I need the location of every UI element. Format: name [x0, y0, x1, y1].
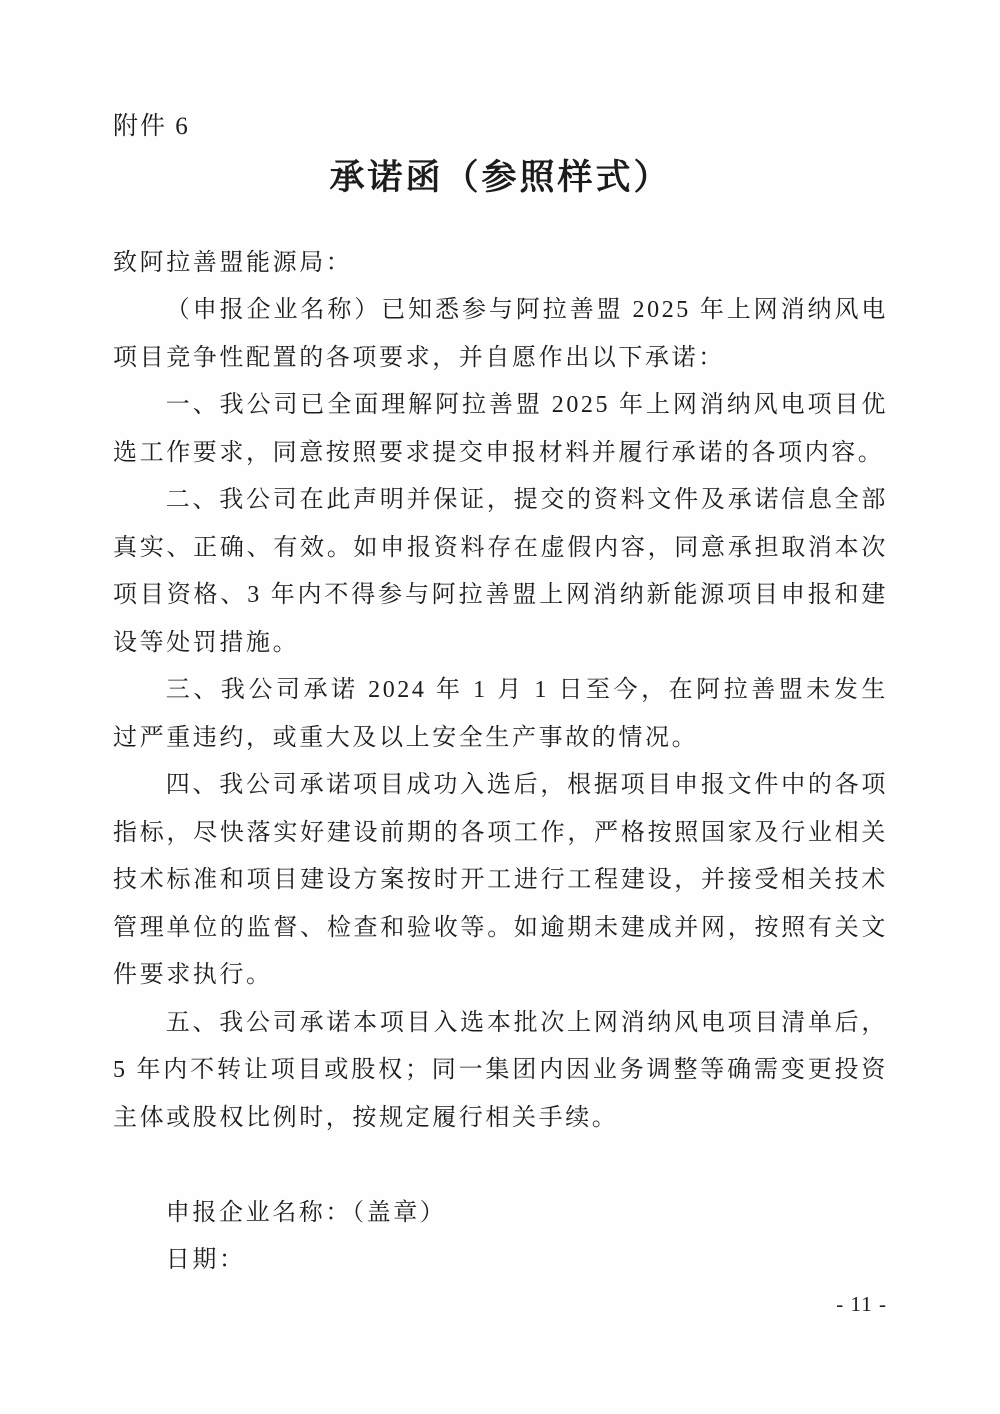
signature-company-line: 申报企业名称：（盖章）	[165, 1199, 447, 1226]
body-paragraph: 一、我公司已全面理解阿拉善盟 2025 年上网消纳风电项目优选工作要求，同意按照要求提交申报材料并履行承诺的各项内容。	[113, 392, 888, 466]
body-paragraph: 三、我公司承诺 2024 年 1 月 1 日至今，在阿拉善盟未发生过严重违约，或重大及以上安全生产事故的情况。	[113, 677, 888, 751]
signature-date-line: 日期：	[165, 1247, 246, 1274]
body-paragraphs	[113, 287, 888, 1142]
page-number: - 11 -	[836, 1292, 887, 1316]
body-paragraph: （申报企业名称）已知悉参与阿拉善盟 2025 年上网消纳风电项目竞争性配置的各项要求，并自愿作出以下承诺：	[113, 297, 888, 371]
body-paragraph: 五、我公司承诺本项目入选本批次上网消纳风电项目清单后，5 年内不转让项目或股权；同一集团内因业务调整等确需变更投资主体或股权比例时，按规定履行相关手续。	[113, 1009, 888, 1131]
document-body	[113, 240, 888, 1285]
attachment-label: 附件 6	[113, 113, 190, 140]
document-content	[113, 0, 888, 1285]
salutation-line: 致阿拉善盟能源局：	[113, 249, 353, 276]
body-paragraph: 二、我公司在此声明并保证，提交的资料文件及承诺信息全部真实、正确、有效。如申报资料存在虚假内容，同意承担取消本次项目资格、3 年内不得参与阿拉善盟上网消纳新能源项目申报和建设等处罚措施。	[113, 487, 888, 656]
body-paragraph: 四、我公司承诺项目成功入选后，根据项目申报文件中的各项指标，尽快落实好建设前期的各项工作，严格按照国家及行业相关技术标准和项目建设方案按时开工进行工程建设，并接受相关技术管理单位的监督、检查和验收等。如逾期未建成并网，按照有关文件要求执行。	[113, 772, 888, 989]
document-title: 承诺函（参照样式）	[329, 158, 672, 197]
